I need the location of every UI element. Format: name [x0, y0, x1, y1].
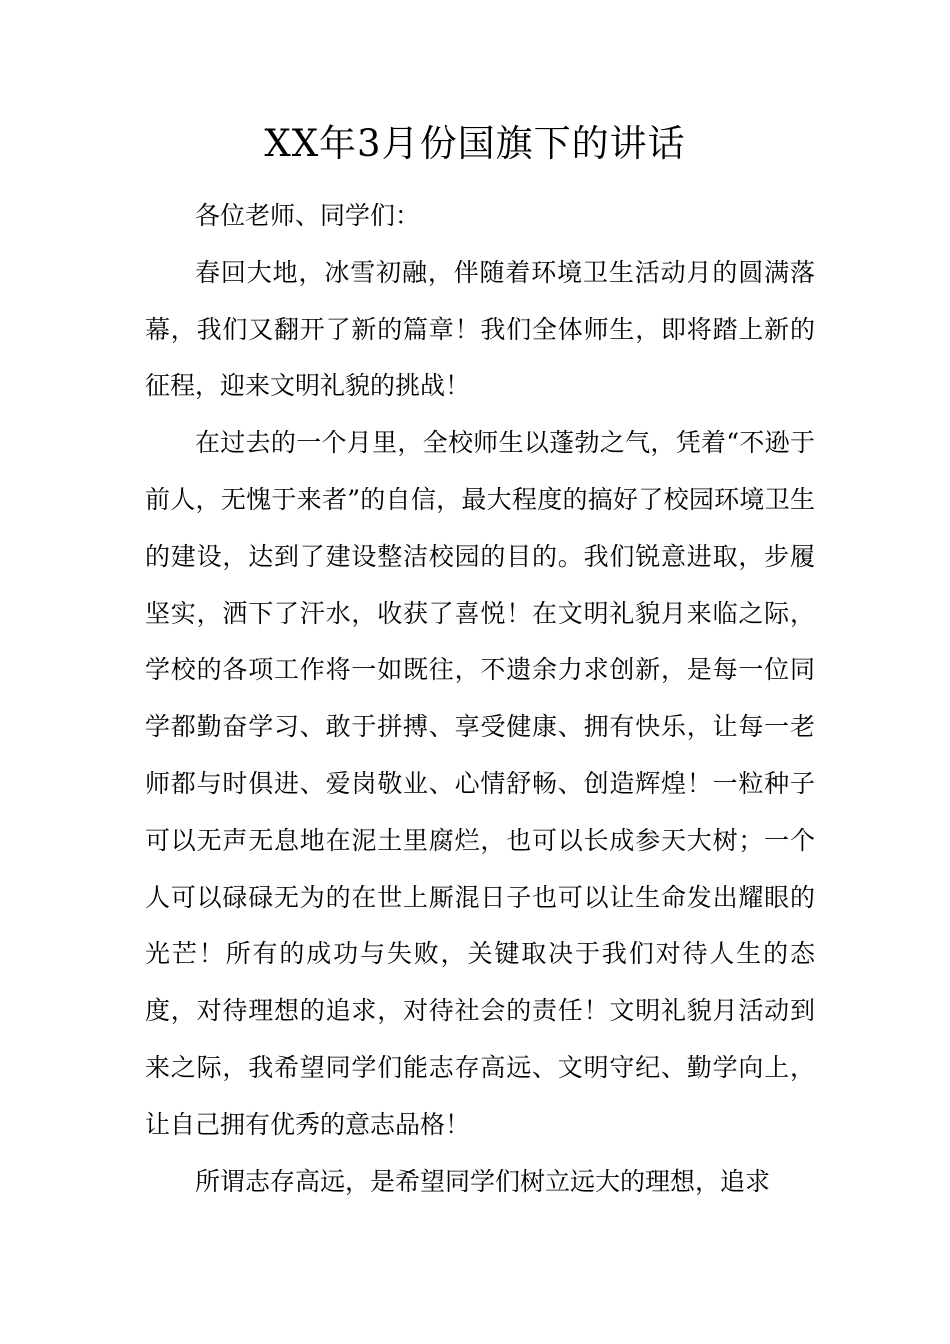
paragraph-1: 春回大地，冰雪初融，伴随着环境卫生活动月的圆满落幕，我们又翻开了新的篇章！我们全体师生，即将踏上新的征程，迎来文明礼貌的挑战！: [145, 257, 815, 401]
document-body: [145, 188, 815, 1210]
paragraph-3: 所谓志存高远，是希望同学们树立远大的理想，追求: [195, 1166, 771, 1196]
salutation: 各位老师、同学们：: [195, 201, 421, 230]
paragraph-2: 在过去的一个月里，全校师生以蓬勃之气，凭着“不逊于前人，无愧于来者”的自信，最大程度的搞好了校园环境卫生的建设，达到了建设整洁校园的目的。我们锐意进取，步履坚实，洒下了汗水，收获了喜悦！在文明礼貌月来临之际，学校的各项工作将一如既往，不遗余力求创新，是每一位同学都勤奋学习、敢于拼搏、享受健康、拥有快乐，让每一老师都与时俱进、爱岗敬业、心情舒畅、创造辉煌！一粒种子可以无声无息地在泥土里腐烂，也可以长成参天大树；一个人可以碌碌无为的在世上厮混日子也可以让生命发出耀眼的光芒！所有的成功与失败，关键取决于我们对待人生的态度，对待理想的追求，对待社会的责任！文明礼貌月活动到来之际，我希望同学们能志存高远、文明守纪、勤学向上，让自己拥有优秀的意志品格！: [145, 428, 815, 1139]
document-title: XX年3月份国旗下的讲话: [264, 122, 686, 165]
